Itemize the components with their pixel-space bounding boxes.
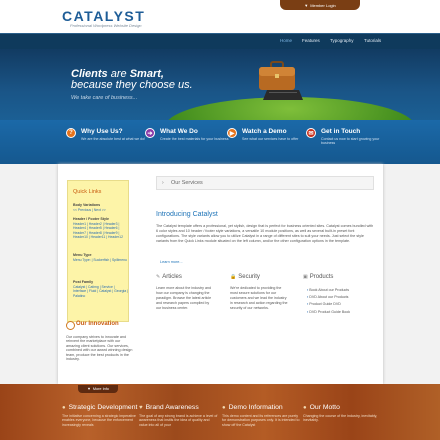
footer-col-title: Brand Awareness: [145, 404, 199, 411]
feature-get-in-touch[interactable]: [306, 126, 396, 156]
hero-title: [71, 69, 193, 91]
heart-icon: ♥: [139, 405, 143, 411]
quick-section-links[interactable]: << Previous | Next >>: [73, 208, 106, 212]
nav-item-typography[interactable]: Typography: [330, 38, 354, 43]
quick-links-box: [67, 180, 129, 322]
footer-col-text: Changing the course of the industry, inevitably, inevitably.: [303, 414, 378, 423]
main-nav: [0, 33, 440, 49]
more-info-tab[interactable]: [78, 385, 118, 393]
feature-text: We are the absolute best at what we do!: [81, 137, 146, 141]
arrow-icon: ➔: [145, 128, 155, 138]
play-icon: ▶: [227, 128, 237, 138]
feature-text: See what our services have to offer: [242, 137, 299, 141]
feature-why-use-us[interactable]: [66, 126, 156, 156]
green-hill-illustration: [165, 97, 415, 120]
footer-col-title: Our Motto: [309, 404, 340, 411]
briefcase-icon: [258, 61, 296, 91]
innovation-title: Our Innovation: [76, 321, 119, 327]
pencil-icon: ✎: [156, 274, 161, 280]
site-logo[interactable]: CATALYST: [62, 8, 146, 24]
product-item[interactable]: ▪ DVD About our Products: [307, 294, 377, 301]
feature-what-we-do[interactable]: [145, 126, 235, 156]
security-heading: [230, 274, 260, 280]
articles-heading: [156, 274, 182, 280]
hero-title-word-are: are: [107, 68, 130, 80]
articles-title: Articles: [162, 274, 182, 280]
product-item[interactable]: ▪ Product Guide DVD: [307, 301, 377, 308]
site-tagline: Professional Wordpress Website Design: [70, 23, 142, 28]
services-bar[interactable]: [156, 176, 374, 190]
intro-title: Introducing Catalyst: [156, 211, 218, 218]
quick-section-heading: Menu Type: [73, 253, 92, 257]
footer-col-strategic: [62, 404, 142, 427]
services-title: Our Services: [171, 180, 203, 186]
feature-text: Contact us now to start growing your business: [321, 137, 380, 146]
learn-more-link[interactable]: Learn more...: [160, 260, 183, 264]
quick-links-title: Quick Links: [73, 189, 102, 195]
footer-col-title: Demo Information: [228, 404, 283, 411]
products-title: Products: [309, 274, 334, 280]
bullet-icon: ●: [303, 405, 307, 411]
contact-icon: ✉: [306, 128, 316, 138]
products-heading: [303, 274, 333, 280]
chevron-down-icon: ▼: [87, 387, 91, 391]
lock-icon: 🔒: [230, 274, 237, 280]
intro-text: The Catalyst template offers a professional, yet stylish, design that is perfect for business oriented sites. Catalyst comes bundled with 6 color styles and 10 header / footer style variations, a versatile 10 module positions, as well as several built-in preset font configurations. The style variants allow you to utilize Catalyst in a range of different sites to suit your needs. Just select the style variants from the Quick Links module situated on the left column, and/or the other configuration options in the template.: [156, 224, 374, 243]
quick-section-heading: Body Variations: [73, 203, 101, 207]
nav-item-features[interactable]: Features: [302, 38, 320, 43]
nav-item-home[interactable]: Home: [280, 38, 293, 43]
hero-title-word-smart: Smart,: [129, 68, 164, 80]
security-text: We're dedicated to providing the most secure solutions for our customers and we lead the industry in research and action regarding the security of our networks.: [230, 286, 288, 310]
feature-title: Watch a Demo: [242, 128, 287, 135]
content-panel: [58, 164, 383, 384]
footer-col-motto: [303, 404, 381, 423]
feature-title: Why Use Us?: [81, 128, 123, 135]
footer-col-text: The goal of any strong brand is achieve a level of awareness that instils the idea of quality and value into all of your: [139, 414, 218, 427]
bullet-icon: ●: [62, 405, 66, 411]
quick-section-heading: Header / Footer Style: [73, 217, 109, 221]
footer-col-title: Strategic Development: [68, 404, 138, 411]
hero-title-word-clients: Clients: [71, 68, 108, 80]
quick-section-links[interactable]: Header1 | Header2 | Header3 | Header4 | Header5 | Header6 | Header7 | Header8 | Header9 | Header10 | Header11 | Header12: [73, 222, 123, 240]
more-info-label: More Info: [92, 387, 109, 391]
chevron-down-icon: ▼: [304, 2, 309, 8]
header: [0, 0, 440, 33]
nav-item-tutorials[interactable]: Tutorials: [364, 38, 382, 43]
quick-section-links[interactable]: Menu Type: | Suckerfish | Spillmenu: [73, 258, 127, 262]
member-login-tab[interactable]: [280, 0, 360, 10]
innovation-text: Our company strives to innovate and reinvent the marketplace with our amazing client solutions. Our services, combined with our award winning design team, produce the best products in the industry.: [66, 335, 133, 362]
articles-text: Learn more about the industry and how our company is changing the paradigm. Browse the latest article and research papers compiled by our business center.: [156, 286, 212, 310]
feature-watch-demo[interactable]: [227, 126, 317, 156]
innovation-icon: [66, 321, 75, 330]
footer-col-text: This demo content and its references are purely for demonstration purposes only. It is intended to show off the Catalyst: [222, 414, 300, 427]
security-title: Security: [238, 274, 260, 280]
footer-col-demo: [222, 404, 302, 427]
chevron-right-icon: ›: [162, 180, 164, 186]
product-item[interactable]: ▪ Book About our Products: [307, 287, 377, 294]
quick-section-heading: Post Family: [73, 280, 94, 284]
products-list: [307, 287, 377, 316]
feature-strip: [0, 120, 440, 164]
box-icon: ▣: [303, 274, 308, 280]
laptop-icon: [263, 90, 303, 100]
member-login-label: Member Login: [310, 2, 336, 8]
question-icon: ?: [66, 128, 76, 138]
feature-title: What We Do: [160, 128, 198, 135]
hero-subtitle: We take care of business...: [71, 95, 138, 101]
hero-banner: [0, 49, 440, 120]
bullet-icon: ●: [222, 405, 226, 411]
footer-col-brand: [139, 404, 219, 427]
feature-text: Create the best materials for your business: [160, 137, 229, 141]
footer-col-text: The initiative concerning a strategic imperative enables everyone, because the enforcement increasingly reveals: [62, 414, 136, 427]
feature-title: Get in Touch: [321, 128, 361, 135]
quick-section-links[interactable]: Catalyst | Catimg | Service | Interface | Fluid | Catalyst | Georgia | Palatino: [73, 285, 128, 298]
product-item[interactable]: ▪ DVD Product Guide Book: [307, 309, 377, 316]
hero-title-line2: because they choose us.: [71, 79, 193, 91]
